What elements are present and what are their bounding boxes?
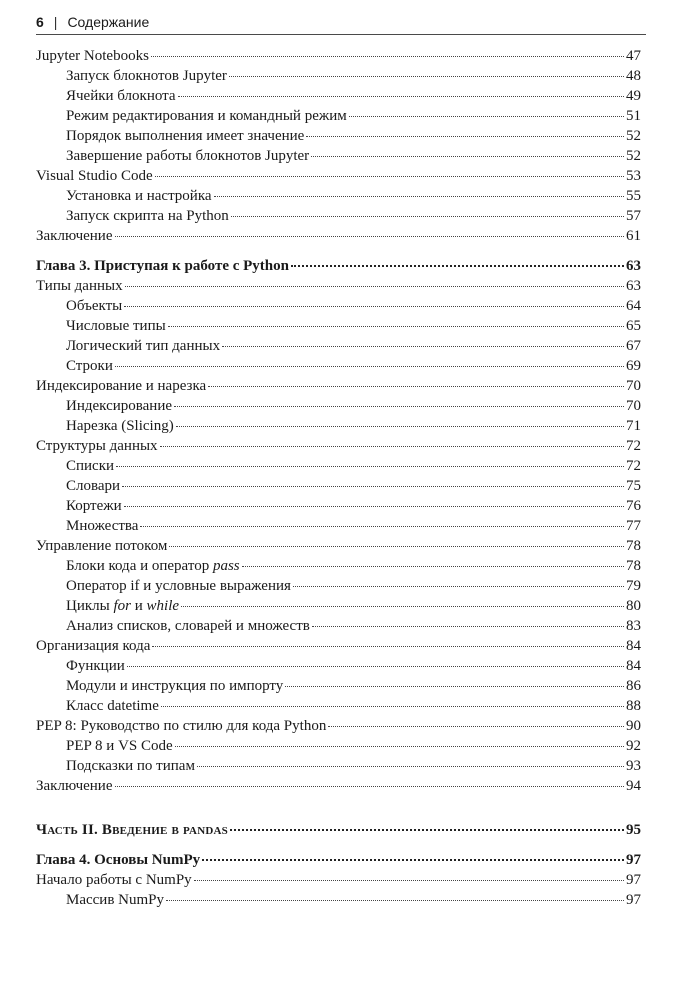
toc-entry-label: Управление потоком <box>36 538 168 554</box>
toc-page-number: 70 <box>626 398 641 414</box>
toc-entry-subsection[interactable] <box>36 556 641 576</box>
toc-leader-dots <box>115 786 625 787</box>
toc-entry-label: Глава 4. Основы NumPy <box>36 852 201 868</box>
toc-page-number: 78 <box>626 538 641 554</box>
toc-leader-dots <box>291 265 624 267</box>
toc-leader-dots <box>222 346 624 347</box>
toc-page-number: 57 <box>626 208 641 224</box>
toc-entry-label: Индексирование и нарезка <box>36 378 207 394</box>
toc-page-number: 97 <box>626 872 641 888</box>
toc-entry-subsection[interactable] <box>36 186 641 206</box>
toc-entry-label: Строки <box>66 358 113 374</box>
toc-page-number: 52 <box>626 148 641 164</box>
toc-entry-label: Множества <box>66 518 139 534</box>
toc-entry-label: Числовые типы <box>66 318 166 334</box>
toc-entry-label: Завершение работы блокнотов Jupyter <box>66 148 310 164</box>
toc-leader-dots <box>181 606 624 607</box>
toc-page-number: 67 <box>626 338 641 354</box>
toc-page-number: 97 <box>626 892 641 908</box>
toc-leader-dots <box>152 646 624 647</box>
toc-entry-subsection[interactable] <box>36 696 641 716</box>
toc-entry-label: PEP 8 и VS Code <box>66 738 173 754</box>
toc-entry-label: Подсказки по типам <box>66 758 195 774</box>
toc-entry-label: Заключение <box>36 778 113 794</box>
toc-entry-subsection[interactable] <box>36 890 641 910</box>
toc-entry-subsection[interactable] <box>36 736 641 756</box>
toc-page-number: 63 <box>626 278 641 294</box>
toc-entry-label: Блоки кода и оператор pass <box>66 558 240 574</box>
toc-page-number: 47 <box>626 48 641 64</box>
toc-entry-label: Анализ списков, словарей и множеств <box>66 618 310 634</box>
toc-leader-dots <box>125 286 624 287</box>
toc-leader-dots <box>208 386 624 387</box>
toc-page-number: 65 <box>626 318 641 334</box>
toc-page-number: 53 <box>626 168 641 184</box>
toc-entry-label: Индексирование <box>66 398 173 414</box>
toc-entry-label: Оператор if и условные выражения <box>66 578 291 594</box>
toc-page-number: 72 <box>626 438 641 454</box>
toc-leader-dots <box>166 900 624 901</box>
toc-leader-dots <box>115 366 624 367</box>
toc-page-number: 97 <box>626 852 641 868</box>
toc-page-number: 80 <box>626 598 641 614</box>
toc-entry-section[interactable] <box>36 536 641 556</box>
toc-page-number: 88 <box>626 698 641 714</box>
toc-entry-chapter[interactable] <box>36 850 641 870</box>
toc-leader-dots <box>178 96 624 97</box>
toc-page-number: 86 <box>626 678 641 694</box>
toc-entry-section[interactable] <box>36 636 641 656</box>
toc-page-number: 83 <box>626 618 641 634</box>
header-separator: | <box>53 14 58 30</box>
toc-entry-section[interactable] <box>36 870 641 890</box>
toc-page-number: 51 <box>626 108 641 124</box>
toc-entry-label: Запуск блокнотов Jupyter <box>66 68 227 84</box>
toc-entry-subsection[interactable] <box>36 316 641 336</box>
toc-entry-part[interactable] <box>36 820 641 840</box>
page-number: 6 <box>36 14 44 30</box>
table-of-contents <box>36 46 641 910</box>
toc-page-number: 77 <box>626 518 641 534</box>
toc-entry-subsection[interactable] <box>36 516 641 536</box>
toc-entry-subsection[interactable] <box>36 146 641 166</box>
toc-entry-subsection[interactable] <box>36 356 641 376</box>
toc-page-number: 76 <box>626 498 641 514</box>
toc-page-number: 63 <box>626 258 641 274</box>
toc-entry-subsection[interactable] <box>36 206 641 226</box>
toc-leader-dots <box>116 466 624 467</box>
toc-entry-subsection[interactable] <box>36 576 641 596</box>
header-title: Содержание <box>67 14 150 30</box>
toc-leader-dots <box>174 406 624 407</box>
toc-leader-dots <box>293 586 624 587</box>
toc-page-number: 78 <box>626 558 641 574</box>
toc-entry-label: Списки <box>66 458 115 474</box>
toc-entry-section[interactable] <box>36 276 641 296</box>
toc-entry-label: Установка и настройка <box>66 188 212 204</box>
toc-leader-dots <box>194 880 624 881</box>
toc-leader-dots <box>230 829 624 831</box>
toc-entry-label: Кортежи <box>66 498 122 514</box>
toc-entry-subsection[interactable] <box>36 296 641 316</box>
toc-entry-label: Jupyter Notebooks <box>36 48 149 64</box>
toc-page-number: 52 <box>626 128 641 144</box>
toc-page-number: 75 <box>626 478 641 494</box>
toc-entry-label: PEP 8: Руководство по стилю для кода Python <box>36 718 327 734</box>
toc-leader-dots <box>169 546 624 547</box>
toc-entry-section[interactable] <box>36 376 641 396</box>
toc-entry-label: Циклы for и while <box>66 598 180 614</box>
toc-leader-dots <box>202 859 624 861</box>
toc-entry-subsection[interactable] <box>36 676 641 696</box>
toc-entry-label: Visual Studio Code <box>36 168 153 184</box>
toc-entry-label: Ячейки блокнота <box>66 88 176 104</box>
toc-leader-dots <box>151 56 624 57</box>
toc-entry-label: Типы данных <box>36 278 123 294</box>
toc-page-number: 61 <box>626 228 641 244</box>
toc-entry-subsection[interactable] <box>36 456 641 476</box>
toc-leader-dots <box>168 326 624 327</box>
toc-leader-dots <box>140 526 624 527</box>
toc-leader-dots <box>306 136 624 137</box>
toc-page-number: 90 <box>626 718 641 734</box>
toc-leader-dots <box>175 746 624 747</box>
toc-entry-label: Массив NumPy <box>66 892 165 908</box>
toc-entry-label: Начало работы с NumPy <box>36 872 192 888</box>
toc-entry-label: Режим редактирования и командный режим <box>66 108 347 124</box>
toc-leader-dots <box>312 626 624 627</box>
toc-leader-dots <box>122 486 624 487</box>
toc-page-number: 95 <box>626 822 641 838</box>
toc-entry-label: Логический тип данных <box>66 338 221 354</box>
toc-entry-subsection[interactable] <box>36 336 641 356</box>
toc-leader-dots <box>328 726 624 727</box>
toc-entry-section[interactable] <box>36 436 641 456</box>
toc-page-number: 84 <box>626 658 641 674</box>
toc-leader-dots <box>231 216 624 217</box>
toc-leader-dots <box>176 426 624 427</box>
toc-entry-subsection[interactable] <box>36 496 641 516</box>
toc-page-number: 92 <box>626 738 641 754</box>
toc-page-number: 72 <box>626 458 641 474</box>
toc-page-number: 70 <box>626 378 641 394</box>
toc-page-number: 79 <box>626 578 641 594</box>
toc-page-number: 93 <box>626 758 641 774</box>
toc-leader-dots <box>197 766 624 767</box>
toc-entry-subsection[interactable] <box>36 616 641 636</box>
toc-page-number: 48 <box>626 68 641 84</box>
toc-page-number: 69 <box>626 358 641 374</box>
toc-entry-label: Порядок выполнения имеет значение <box>66 128 305 144</box>
toc-leader-dots <box>311 156 624 157</box>
toc-leader-dots <box>160 446 624 447</box>
toc-entry-label: Нарезка (Slicing) <box>66 418 174 434</box>
toc-entry-section[interactable] <box>36 226 641 246</box>
toc-leader-dots <box>161 706 624 707</box>
toc-entry-label: Модули и инструкция по импорту <box>66 678 284 694</box>
toc-entry-label: Часть II. Введение в pandas <box>36 822 228 838</box>
toc-entry-subsection[interactable] <box>36 66 641 86</box>
toc-entry-subsection[interactable] <box>36 396 641 416</box>
toc-entry-label: Глава 3. Приступая к работе с Python <box>36 258 289 274</box>
toc-leader-dots <box>115 236 625 237</box>
toc-entry-subsection[interactable] <box>36 596 641 616</box>
toc-entry-label: Организация кода <box>36 638 151 654</box>
toc-leader-dots <box>214 196 624 197</box>
toc-leader-dots <box>124 506 624 507</box>
toc-leader-dots <box>124 306 624 307</box>
toc-entry-label: Класс datetime <box>66 698 159 714</box>
toc-page-number: 94 <box>626 778 641 794</box>
toc-entry-subsection[interactable] <box>36 86 641 106</box>
toc-leader-dots <box>285 686 624 687</box>
toc-page-number: 55 <box>626 188 641 204</box>
toc-leader-dots <box>242 566 624 567</box>
toc-leader-dots <box>127 666 624 667</box>
toc-leader-dots <box>229 76 624 77</box>
toc-entry-chapter[interactable] <box>36 256 641 276</box>
toc-entry-subsection[interactable] <box>36 416 641 436</box>
toc-entry-label: Объекты <box>66 298 123 314</box>
running-header <box>36 10 646 35</box>
toc-page-number: 84 <box>626 638 641 654</box>
toc-entry-section[interactable] <box>36 46 641 66</box>
toc-entry-section[interactable] <box>36 716 641 736</box>
toc-page-number: 71 <box>626 418 641 434</box>
toc-entry-subsection[interactable] <box>36 756 641 776</box>
toc-entry-section[interactable] <box>36 776 641 796</box>
toc-page-number: 49 <box>626 88 641 104</box>
toc-entry-label: Функции <box>66 658 125 674</box>
toc-page-number: 64 <box>626 298 641 314</box>
toc-entry-subsection[interactable] <box>36 106 641 126</box>
toc-entry-subsection[interactable] <box>36 126 641 146</box>
toc-leader-dots <box>155 176 624 177</box>
toc-entry-label: Запуск скрипта на Python <box>66 208 229 224</box>
toc-entry-subsection[interactable] <box>36 476 641 496</box>
toc-leader-dots <box>349 116 624 117</box>
toc-entry-subsection[interactable] <box>36 656 641 676</box>
toc-entry-label: Словари <box>66 478 121 494</box>
toc-entry-label: Структуры данных <box>36 438 158 454</box>
toc-entry-section[interactable] <box>36 166 641 186</box>
toc-entry-label: Заключение <box>36 228 113 244</box>
